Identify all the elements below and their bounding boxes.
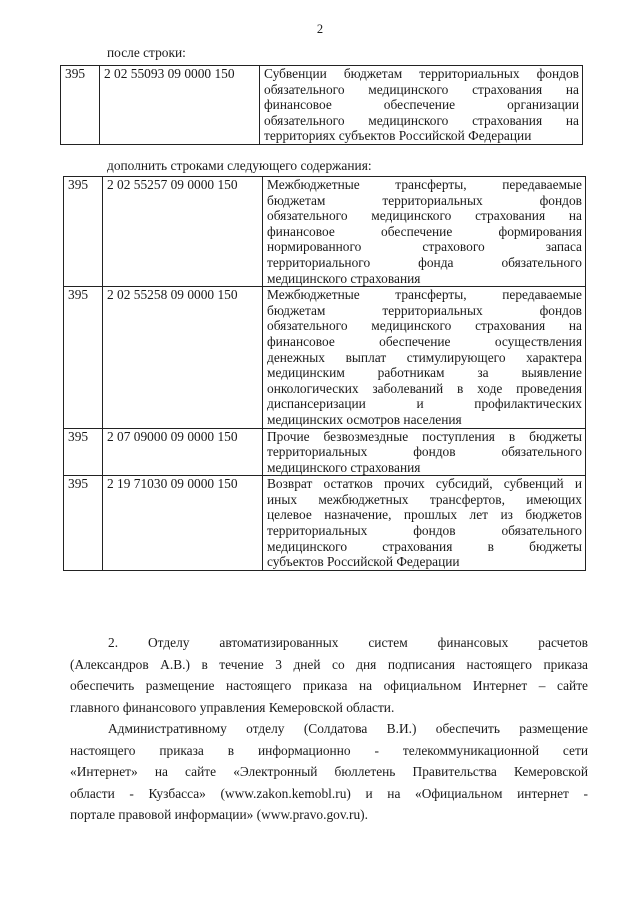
paragraph-item-3: [70, 718, 588, 826]
budget-code-cell: 2 02 55093 09 0000 150: [100, 66, 260, 145]
paragraph-line: Административному отделу (Солдатова В.И.) обеспечить размещение: [108, 721, 588, 736]
description-cell: [260, 66, 583, 145]
description-line: обязательного медицинского страхования на: [267, 318, 582, 334]
page-number: 2: [316, 22, 324, 36]
paragraph-line: «Интернет» на сайте «Электронный бюллетень Правительства Кемеровской: [70, 764, 588, 780]
paragraph-line: настоящего приказа в информационно - телекоммуникационной сети: [70, 742, 588, 758]
description-line: Субвенции бюджетам территориальных фондов: [264, 66, 579, 81]
description-cell: [263, 287, 586, 428]
description-line: медицинским работникам за выявление: [267, 365, 582, 381]
admin-code-cell: 395: [64, 177, 103, 287]
description-line: бюджетам территориальных фондов: [267, 192, 582, 208]
description-line: территориальных фондов обязательного: [267, 523, 582, 539]
description-line: медицинских осмотров населения: [267, 411, 462, 427]
paragraph-line: обеспечить размещение настоящего приказа на официальном Интернет – сайте: [70, 678, 588, 694]
paragraph-line: 2. Отделу автоматизированных систем финансовых расчетов: [108, 635, 588, 650]
description-line: финансовое обеспечение организации: [264, 97, 579, 113]
description-line: денежных выплат стимулирующего характера: [267, 349, 582, 365]
description-line: территориального фонда обязательного: [267, 254, 582, 270]
description-line: территориальных фондов обязательного: [267, 444, 582, 460]
budget-code-cell: 2 02 55257 09 0000 150: [103, 177, 263, 287]
description-line: онкологических заболеваний в ходе проведения: [267, 380, 582, 396]
paragraph-line: портале правовой информации» (www.pravo.gov.ru).: [70, 807, 368, 823]
description-line: Межбюджетные трансферты, передаваемые: [267, 287, 582, 303]
budget-codes-table-existing: [60, 65, 583, 145]
description-line: Возврат остатков прочих субсидий, субвенций и: [267, 476, 582, 492]
table-body: [61, 66, 583, 145]
description-line: медицинского страхования в бюджеты: [267, 538, 582, 554]
budget-codes-table-added: [63, 176, 586, 571]
description-cell: [263, 428, 586, 476]
paragraph-line: главного финансового управления Кемеровской области.: [70, 699, 395, 715]
description-line: нормированного страхового запаса: [267, 239, 582, 255]
table-body: [64, 177, 586, 571]
description-line: Межбюджетные трансферты, передаваемые: [267, 177, 582, 192]
description-line: медицинского страхования: [267, 459, 421, 475]
paragraph-line: области - Кузбасса» (www.zakon.kemobl.ru) и на «Официальном интернет -: [70, 785, 588, 801]
paragraph-item-2: [70, 632, 588, 718]
admin-code-cell: 395: [64, 287, 103, 428]
description-line: финансовое обеспечение осуществления: [267, 333, 582, 349]
budget-code-cell: 2 02 55258 09 0000 150: [103, 287, 263, 428]
description-cell: [263, 476, 586, 571]
budget-code-cell: 2 19 71030 09 0000 150: [103, 476, 263, 571]
caption-after-line: после строки:: [107, 45, 186, 60]
description-line: территориях субъектов Российской Федерации: [264, 128, 532, 144]
description-line: субъектов Российской Федерации: [267, 554, 460, 570]
description-line: медицинского страхования: [267, 270, 421, 286]
paragraph-line: (Александров А.В.) в течение 3 дней со дня подписания настоящего приказа: [70, 656, 588, 672]
description-line: диспансеризации и профилактических: [267, 396, 582, 412]
admin-code-cell: 395: [64, 476, 103, 571]
description-line: финансовое обеспечение формирования: [267, 223, 582, 239]
budget-code-cell: 2 07 09000 09 0000 150: [103, 428, 263, 476]
table-row: [64, 476, 586, 571]
description-line: обязательного медицинского страхования на: [264, 81, 579, 97]
description-line: иных межбюджетных трансфертов, имеющих: [267, 491, 582, 507]
description-line: обязательного медицинского страхования на: [264, 112, 579, 128]
table-row: [64, 428, 586, 476]
description-line: целевое назначение, прошлых лет из бюджетов: [267, 507, 582, 523]
description-cell: [263, 177, 586, 287]
table-row: [64, 287, 586, 428]
admin-code-cell: 395: [61, 66, 100, 145]
caption-add-lines: дополнить строками следующего содержания:: [107, 158, 372, 173]
table-row: [64, 177, 586, 287]
admin-code-cell: 395: [64, 428, 103, 476]
table-row: [61, 66, 583, 145]
description-line: обязательного медицинского страхования на: [267, 208, 582, 224]
description-line: бюджетам территориальных фондов: [267, 302, 582, 318]
description-line: Прочие безвозмездные поступления в бюджеты: [267, 428, 582, 444]
